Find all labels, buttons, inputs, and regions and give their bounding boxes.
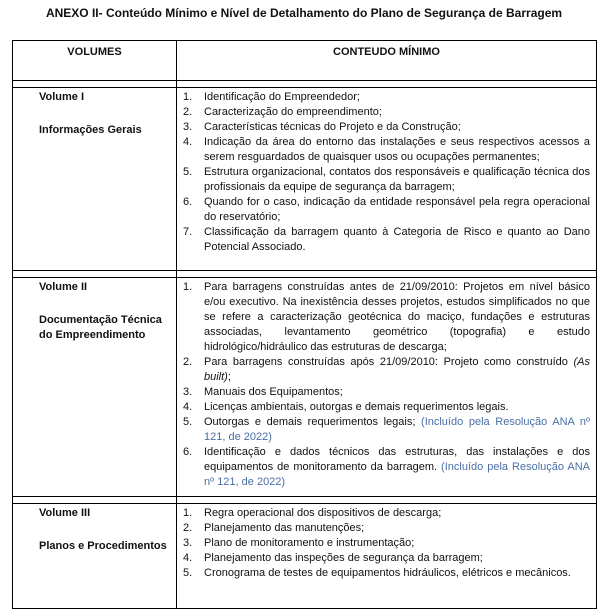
list-item [183, 280, 590, 355]
item-text: Planejamento das manutenções; [204, 522, 365, 534]
volume-subtitle: Informações Gerais [39, 124, 142, 136]
list-item [183, 445, 590, 490]
list-item [183, 105, 590, 120]
item-italic: (As built) [204, 356, 590, 383]
item-number: 3. [183, 386, 193, 398]
list-item [183, 385, 590, 400]
list-item [183, 551, 590, 566]
content-list [183, 280, 590, 490]
volume-label: Volume II [39, 281, 88, 293]
volume-row [13, 278, 597, 497]
item-text: Caracterização do empreendimento; [204, 106, 382, 118]
volume-cell [13, 504, 177, 609]
item-text: Indicação da área do entorno das instalações e seus respectivos acessos a serem resguardados de quaisquer usos ou ocupações permanentes; [204, 136, 590, 163]
item-text: Identificação e dados técnicos das estruturas, das instalações e dos equipamentos de monitoramento da barragem. [204, 446, 590, 473]
volume-row [13, 88, 597, 271]
item-text: Outorgas e demais requerimentos legais; [204, 416, 422, 428]
volume-subtitle: Documentação Técnica do Empreendimento [39, 314, 162, 341]
list-item [183, 195, 590, 225]
item-text: Classificação da barragem quanto à Categoria de Risco e quanto ao Dano Potencial Associado. [204, 226, 590, 253]
content-list [183, 506, 590, 581]
item-number: 4. [183, 552, 193, 564]
content-table [12, 40, 597, 609]
item-text: Licenças ambientais, outorgas e demais requerimentos legais. [204, 401, 509, 413]
list-item [183, 355, 590, 385]
list-item [183, 400, 590, 415]
item-text: Estrutura organizacional, contatos dos responsáveis e qualificação técnica dos profissionais da equipe de segurança da barragem; [204, 166, 590, 193]
item-suffix: ; [227, 371, 231, 383]
item-number: 1. [183, 91, 193, 103]
item-text: Manuais dos Equipamentos; [204, 386, 343, 398]
list-item [183, 165, 590, 195]
list-item [183, 120, 590, 135]
item-number: 1. [183, 281, 193, 293]
content-list [183, 90, 590, 255]
list-item [183, 225, 590, 255]
item-number: 6. [183, 446, 193, 458]
item-text: Características técnicas do Projeto e da Construção; [204, 121, 461, 133]
list-item [183, 135, 590, 165]
item-number: 2. [183, 522, 193, 534]
item-text: Para barragens construídas antes de 21/09/2010: Projetos em nível básico e/ou executivo. Na inexistência desses projetos, estudos simplificados no que se refere a caracterização geotécnica do maciço, fundações e estruturas associadas, levantamento geométrico (topografia) e estudo hidrológico/hidráulico das estruturas de descarga; [204, 281, 590, 353]
header-conteudo: CONTEUDO MÍNIMO [177, 41, 597, 81]
item-text: Regra operacional dos dispositivos de descarga; [204, 507, 442, 519]
list-item [183, 415, 590, 445]
content-cell [177, 278, 597, 497]
item-text: Planejamento das inspeções de segurança da barragem; [204, 552, 483, 564]
list-item [183, 536, 590, 551]
header-row [13, 41, 597, 81]
item-number: 2. [183, 356, 193, 368]
item-note: (Incluído pela Resolução ANA nº 121, de 2022) [204, 461, 590, 488]
item-number: 5. [183, 166, 193, 178]
item-number: 1. [183, 507, 193, 519]
item-number: 4. [183, 401, 193, 413]
volume-label: Volume I [39, 91, 85, 103]
list-item [183, 521, 590, 536]
volume-label: Volume III [39, 507, 91, 519]
item-number: 4. [183, 136, 193, 148]
item-number: 2. [183, 106, 193, 118]
list-item [183, 90, 590, 105]
item-text: Quando for o caso, indicação da entidade responsável pela regra operacional do reservatório; [204, 196, 590, 223]
item-number: 7. [183, 226, 193, 238]
item-text: Para barragens construídas após 21/09/2010: Projeto como construído [204, 356, 574, 368]
item-number: 3. [183, 121, 193, 133]
volume-cell [13, 278, 177, 497]
item-text: Plano de monitoramento e instrumentação; [204, 537, 415, 549]
content-cell [177, 88, 597, 271]
item-number: 6. [183, 196, 193, 208]
item-text: Cronograma de testes de equipamentos hidráulicos, elétricos e mecânicos. [204, 567, 571, 579]
item-number: 5. [183, 416, 193, 428]
header-volumes: VOLUMES [13, 41, 177, 81]
volume-cell [13, 88, 177, 271]
item-text: Identificação do Empreendedor; [204, 91, 360, 103]
volume-row [13, 504, 597, 609]
document-title: ANEXO II- Conteúdo Mínimo e Nível de Detalhamento do Plano de Segurança de Barragem [45, 6, 563, 20]
item-note: (Incluído pela Resolução ANA nº 121, de 2022) [204, 416, 591, 443]
volume-subtitle: Planos e Procedimentos [39, 540, 167, 552]
item-number: 3. [183, 537, 193, 549]
list-item [183, 566, 590, 581]
content-cell [177, 504, 597, 609]
list-item [183, 506, 590, 521]
item-number: 5. [183, 567, 193, 579]
